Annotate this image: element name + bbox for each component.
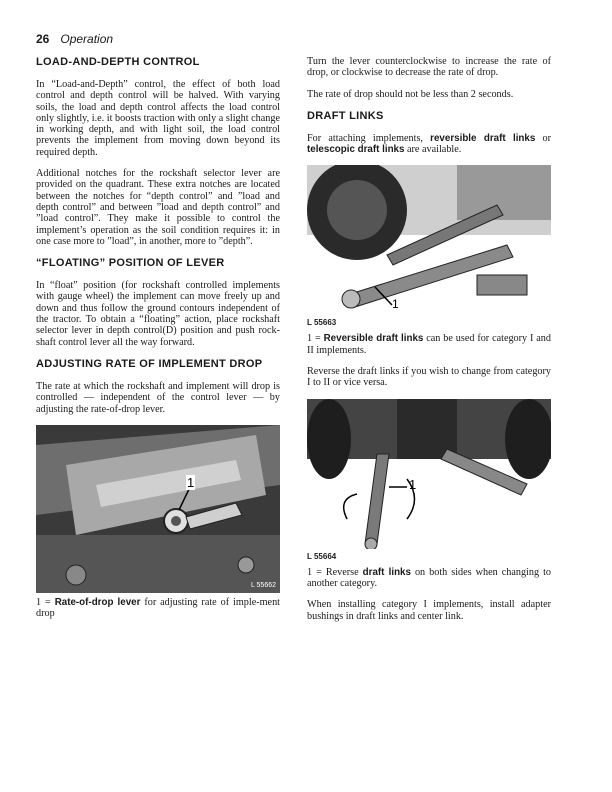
figure-callout-1: 1 [409,476,417,492]
floating-heading: “FLOATING” POSITION OF LEVER [36,257,225,270]
load-depth-paragraph-1: In “Load-and-Depth” control, the effect of both load control and depth control will be halved. With varying soils, the load and depth control affects the load control only slightly, i.e. it boosts traction with only a slight change in working depth, and with light soil, the load control prevents the implement from moving down beyond its required depth. [36,79,280,158]
floating-paragraph: In “float” position (for rockshaft controlled implements with gauge wheel) the implement can move freely up and down and thus follow the ground contours independent of the tractor. To obtain a “floating” action, place rockshaft selector lever in depth control(D) position and push rock-shaft control lever all the way forward. [36,280,280,348]
reverse-paragraph: Reverse the draft links if you wish to change from category I to II or vice versa. [307,366,551,389]
load-depth-heading: LOAD-AND-DEPTH CONTROL [36,56,200,68]
drop-rate-heading: ADJUSTING RATE OF IMPLEMENT DROP [36,357,263,370]
figure-callout-1: 1 [392,297,399,312]
left-column [36,56,280,629]
rate-of-drop-lever-photo [36,425,280,593]
figure-callout-1: 1 [187,474,195,490]
section-title: Operation [60,32,114,46]
drop-rate-instruction: Turn the lever counterclockwise to increase the rate of drop, or clockwise to decrease the rate of drop. [307,56,551,79]
figure-code: L 55662 [250,581,276,589]
caption-bold-term: Reversible draft links [323,333,424,345]
load-depth-paragraph-2: Additional notches for the rockshaft selector lever are provided on the quadrant. These extra notches are located between the notches for “depth control” and ”load and depth control” and between ”load and depth control” and ”load control”. They make it possible to control the implement’s operation as the soil condition requires it: in one case more to ”load”, in another, more to ”depth”. [36,168,280,247]
caption-bold-term: Rate-of-drop lever [54,596,141,608]
right-column [307,56,551,632]
page-header [36,32,113,47]
reversible-draft-links-photo [307,165,551,315]
install-paragraph: When installing category I implements, install adapter bushings in draft links and center link. [307,599,551,622]
reversible-draft-links-caption: 1 = Reversible draft links can be used for category I and II implements. [307,333,551,356]
reverse-draft-links-photo [307,399,551,549]
rate-of-drop-caption: 1 = Rate-of-drop lever for adjusting rate of imple-ment drop [36,596,280,620]
figure-code: L 55663 [307,318,337,328]
draft-links-heading: DRAFT LINKS [307,109,384,122]
drop-rate-paragraph: The rate at which the rockshaft and implement will drop is controlled — independent of the control lever — by adjusting the rate-of-drop lever. [36,380,280,415]
caption-bold-term: draft links [362,566,411,578]
draft-links-paragraph: For attaching implements, reversible draft links or telescopic draft links are available. [307,132,551,156]
page-number: 26 [36,32,50,46]
figure-code: L 55664 [307,551,337,561]
drop-rate-minimum: The rate of drop should not be less than 2 seconds. [307,88,514,100]
reverse-draft-links-caption: 1 = Reverse draft links on both sides when changing to another category. [307,566,551,589]
